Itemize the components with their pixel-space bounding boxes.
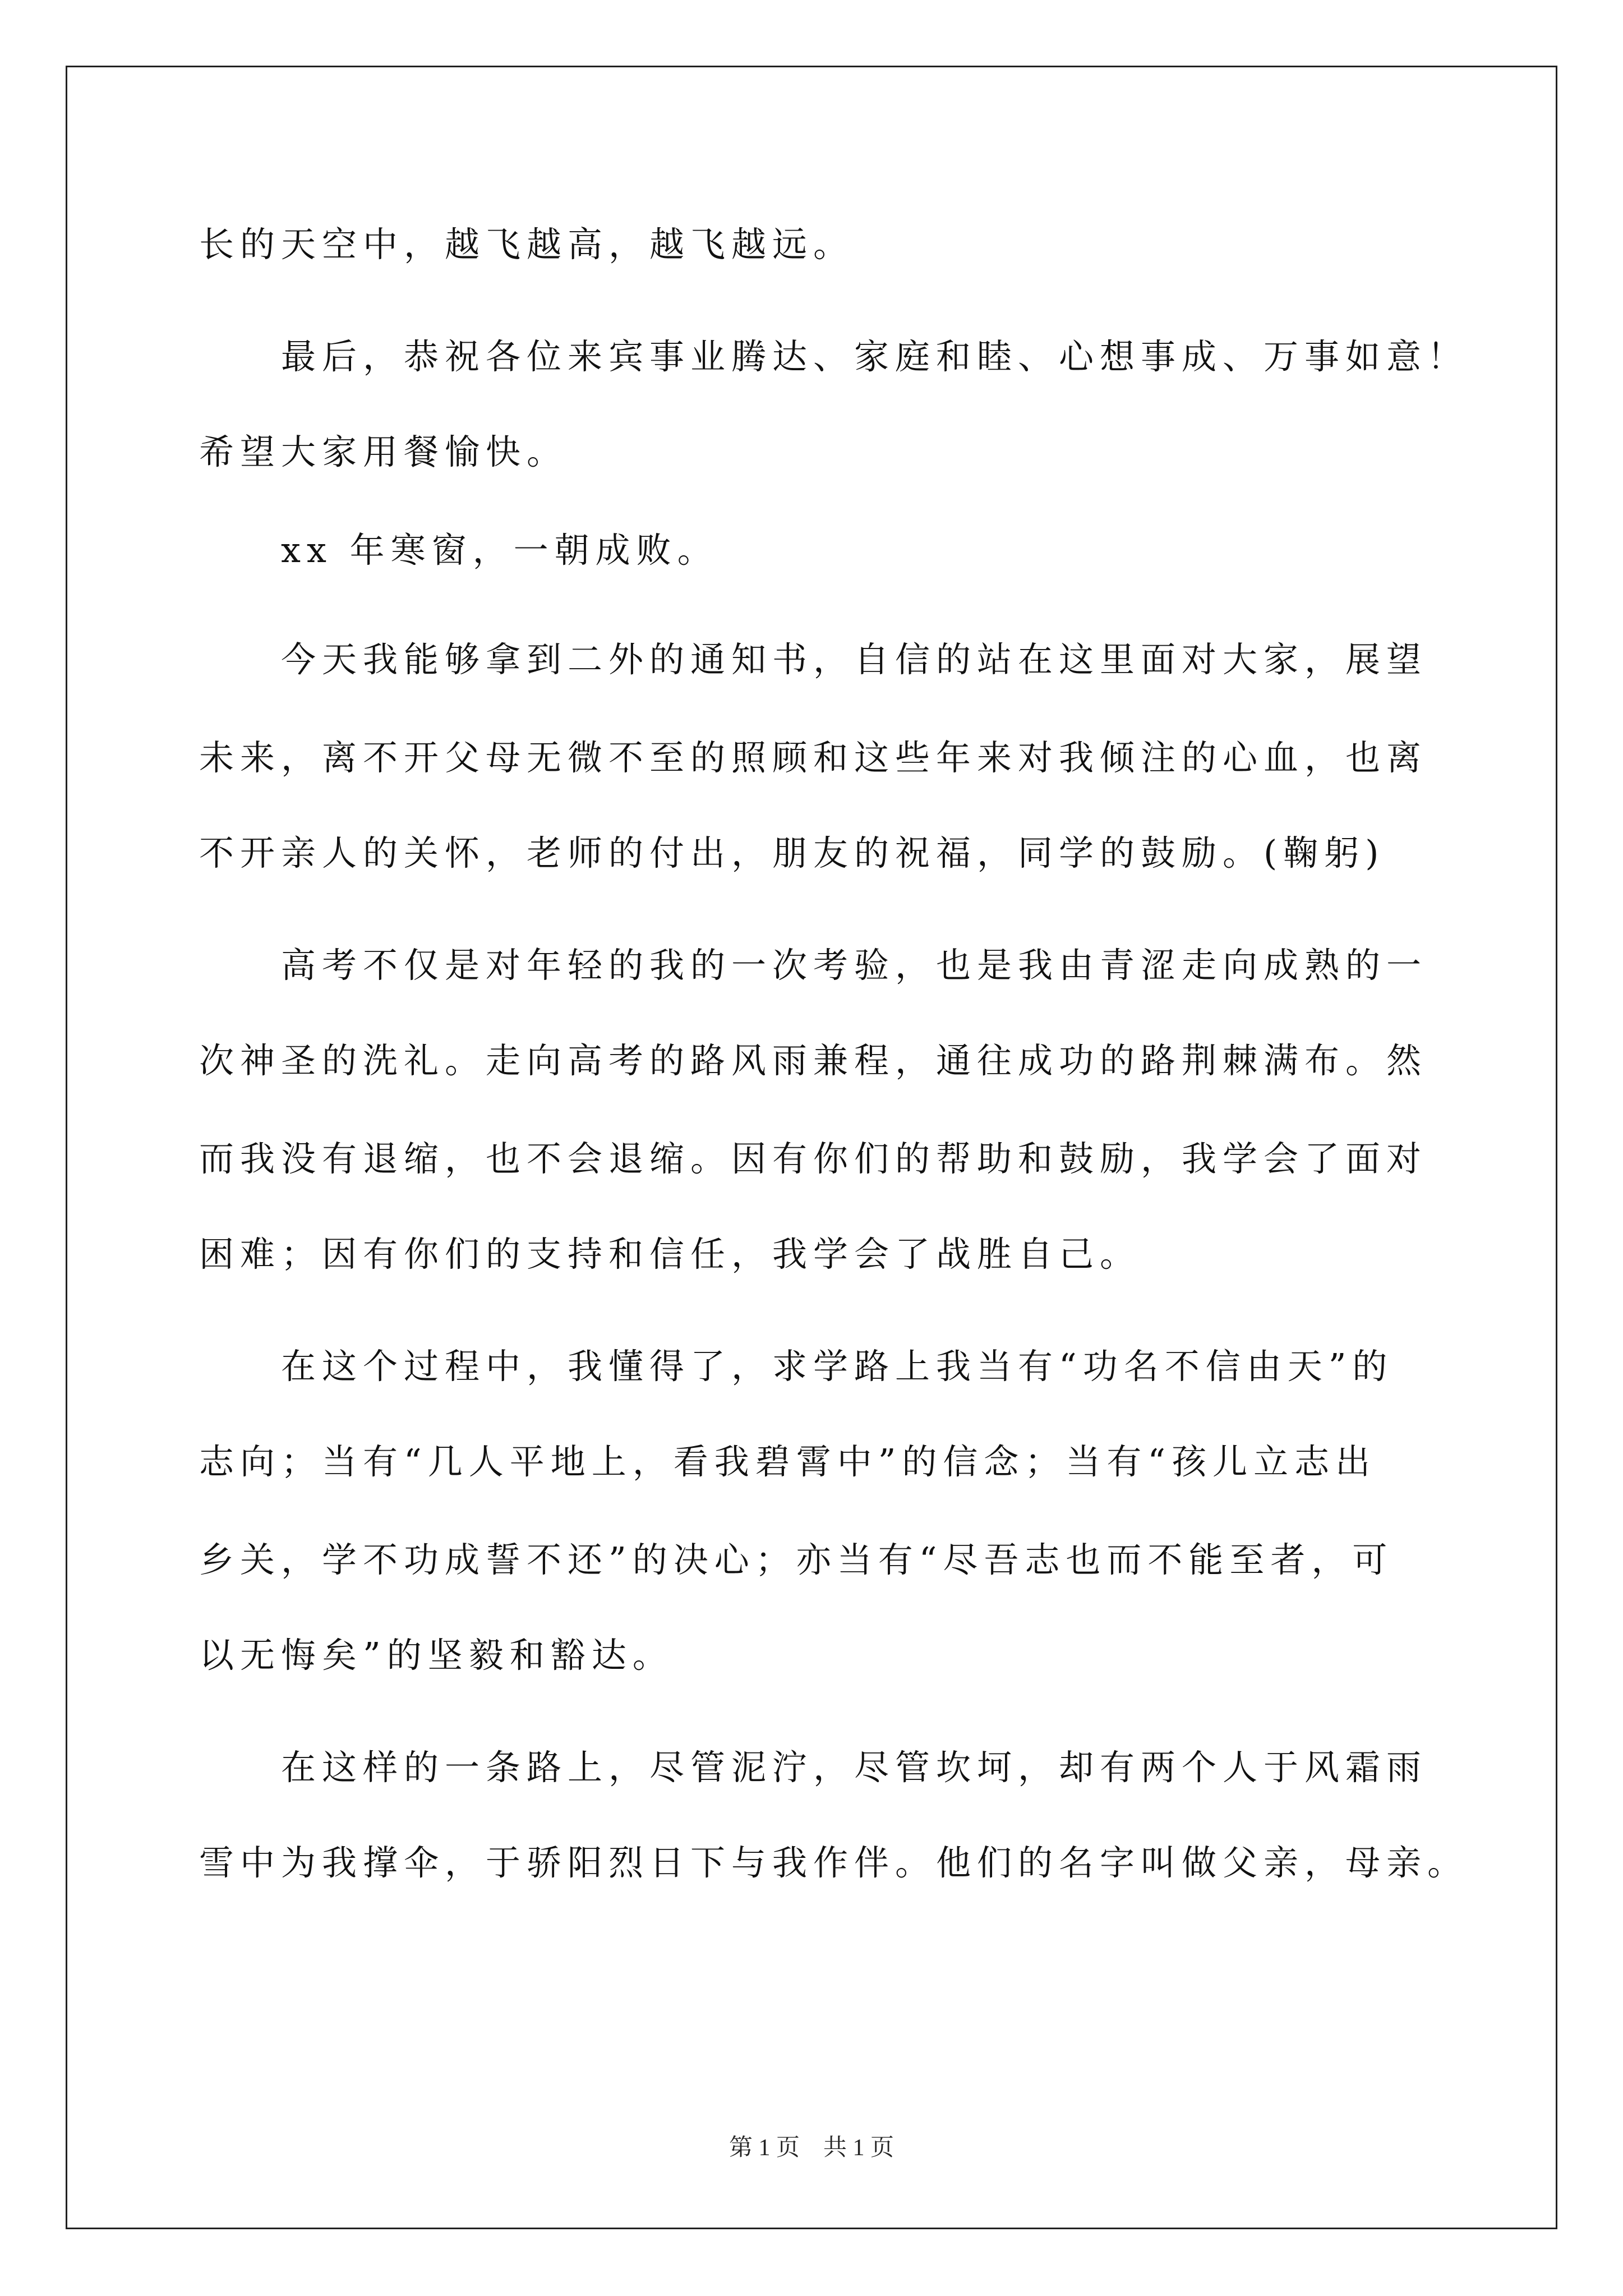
text-line: 雪中为我撑伞，于骄阳烈日下与我作伴。他们的名字叫做父亲，母亲。 <box>199 1842 1469 1883</box>
text-line: 而我没有退缩，也不会退缩。因有你们的帮助和鼓励，我学会了面对 <box>199 1138 1428 1179</box>
text-line: 未来，离不开父母无微不至的照顾和这些年来对我倾注的心血，也离 <box>199 737 1428 778</box>
paragraph-first-line: 今天我能够拿到二外的通知书，自信的站在这里面对大家，展望 <box>281 639 1428 680</box>
text-line: 希望大家用餐愉快。 <box>199 431 568 472</box>
text-line: 以无悔矣”的坚毅和豁达。 <box>199 1635 674 1676</box>
paragraph-first-line: 高考不仅是对年轻的我的一次考验，也是我由青涩走向成熟的一 <box>281 945 1428 986</box>
text-line: 不开亲人的关怀，老师的付出，朋友的祝福，同学的鼓励。(鞠躬) <box>199 832 1385 873</box>
text-line: 长的天空中，越飞越高，越飞越远。 <box>199 224 855 265</box>
paragraph-first-line: xx 年寒窗，一朝成败。 <box>281 530 718 570</box>
paragraph-first-line: 最后，恭祝各位来宾事业腾达、家庭和睦、心想事成、万事如意！ <box>281 336 1469 377</box>
text-line: 次神圣的洗礼。走向高考的路风雨兼程，通往成功的路荆棘满布。然 <box>199 1040 1428 1081</box>
paragraph-first-line: 在这个过程中，我懂得了，求学路上我当有“功名不信由天”的 <box>281 1346 1394 1387</box>
text-line: 困难；因有你们的支持和信任，我学会了战胜自己。 <box>199 1234 1141 1274</box>
page-number-footer: 第 1 页 共 1 页 <box>728 2135 894 2161</box>
paragraph-first-line: 在这样的一条路上，尽管泥泞，尽管坎坷，却有两个人于风霜雨 <box>281 1747 1428 1788</box>
text-line: 志向；当有“几人平地上，看我碧霄中”的信念；当有“孩儿立志出 <box>199 1441 1377 1482</box>
text-line: 乡关，学不功成誓不还”的决心；亦当有“尽吾志也而不能至者，可 <box>199 1539 1394 1580</box>
